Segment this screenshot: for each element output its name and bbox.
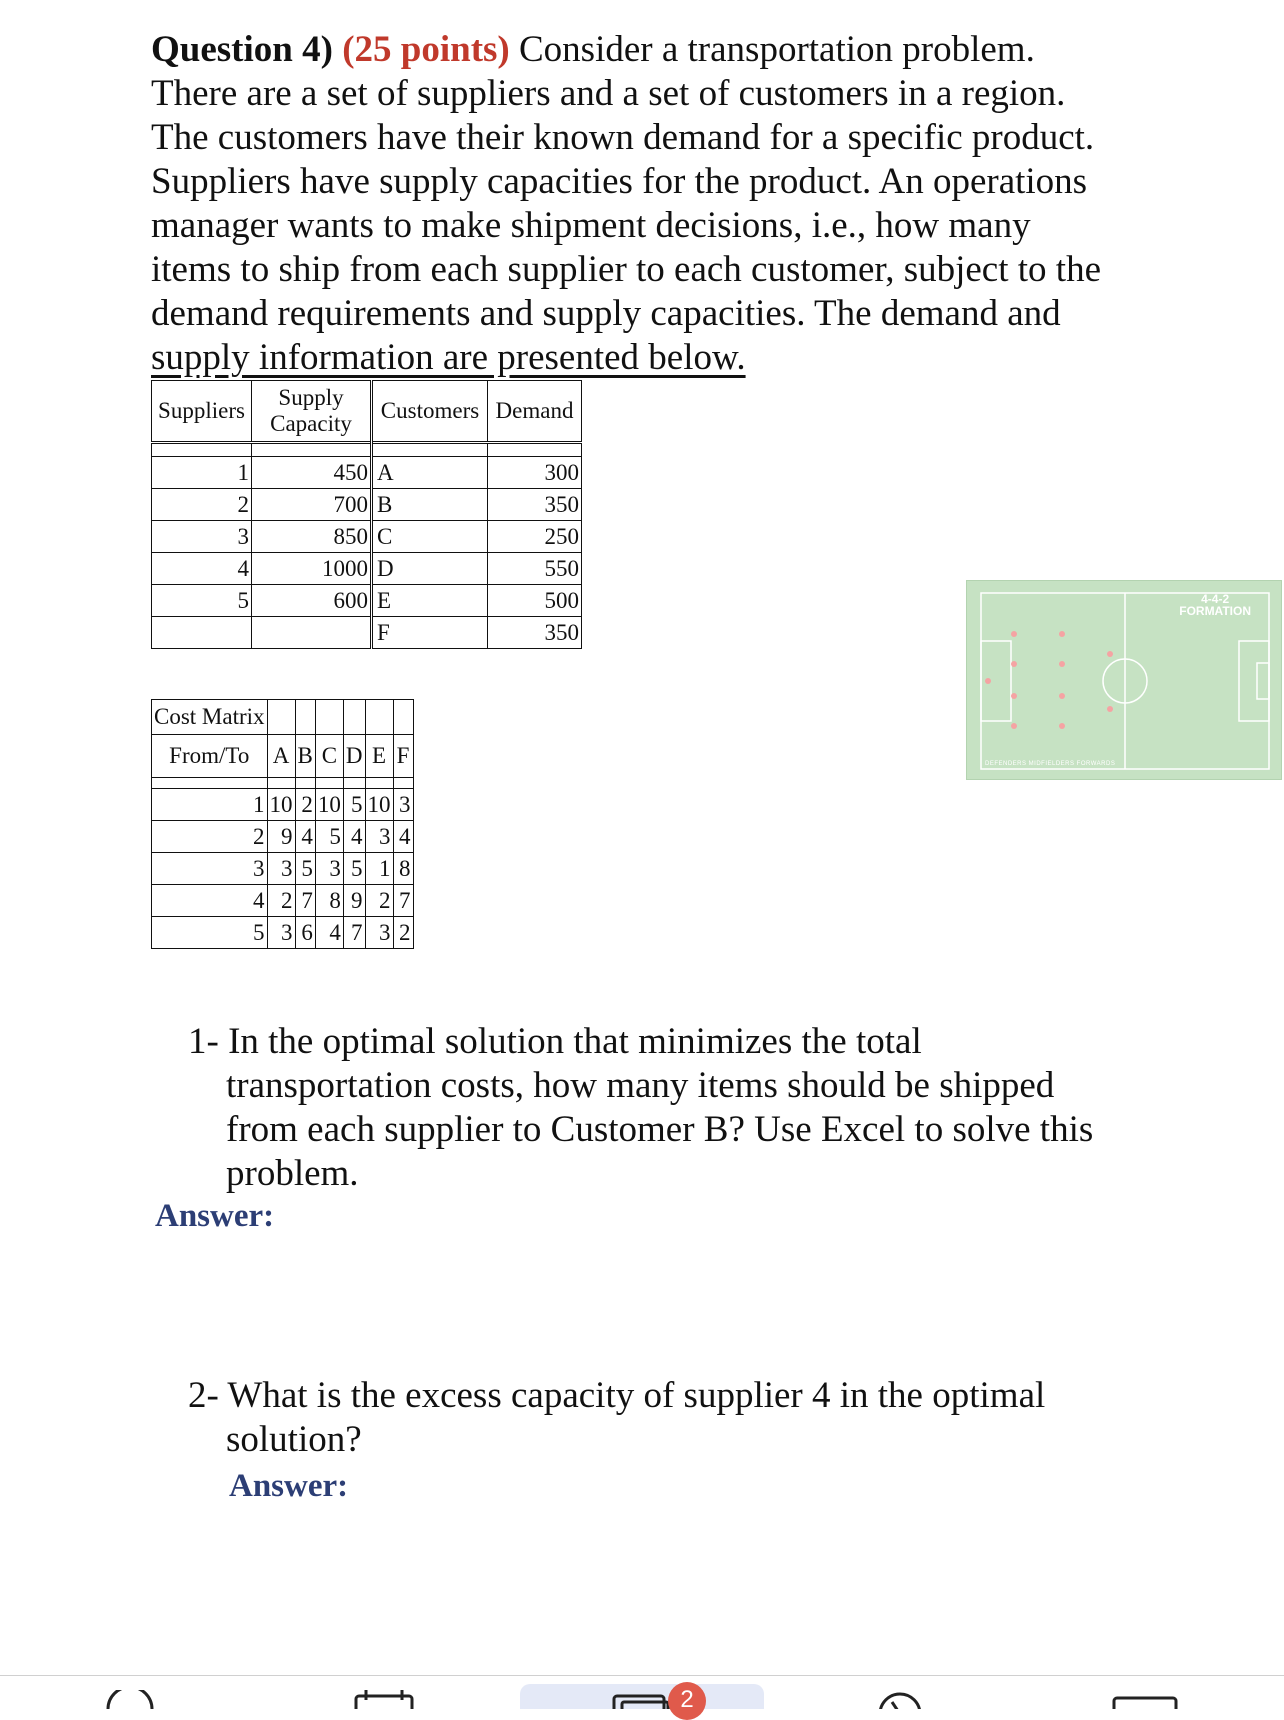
cost-column-header: F (393, 735, 413, 778)
player-dot (1059, 631, 1065, 637)
cost-matrix-table (151, 699, 414, 949)
cost-row (152, 821, 414, 853)
cost-cell: 5 (295, 853, 315, 885)
cost-cell: 4 (295, 821, 315, 853)
formation-footer: DEFENDERS MIDFIELDERS FORWARDS (985, 761, 1116, 767)
player-dot (1011, 661, 1017, 667)
supply-row (152, 553, 582, 585)
cost-cell: 1 (365, 853, 393, 885)
cost-row (152, 789, 414, 821)
supply-cell-capacity: 850 (252, 521, 372, 553)
supply-table-header (152, 381, 582, 443)
cost-cell: 3 (365, 821, 393, 853)
header-supply-capacity: Supply Capacity (252, 381, 372, 443)
cost-cell: 5 (343, 789, 365, 821)
supply-cell-demand: 550 (488, 553, 582, 585)
player-dot (1107, 651, 1113, 657)
formation-thumbnail (966, 580, 1282, 780)
player-dot (1059, 723, 1065, 729)
supply-cell-customer: E (372, 585, 488, 617)
supply-cell-supplier: 4 (152, 553, 252, 585)
supply-demand-table (151, 380, 582, 649)
intro-line-6: items to ship from each supplier to each customer, subject to the (151, 249, 1101, 290)
cost-cell: 3 (267, 853, 295, 885)
cost-cell: 7 (295, 885, 315, 917)
cost-matrix-title: Cost Matrix (152, 700, 268, 735)
cost-cell: 2 (365, 885, 393, 917)
supply-row (152, 457, 582, 489)
timer-icon[interactable] (870, 1690, 930, 1709)
header-suppliers: Suppliers (152, 381, 252, 443)
supply-cell-customer: C (372, 521, 488, 553)
player-dot (1059, 693, 1065, 699)
cost-cell: 2 (295, 789, 315, 821)
supply-cell-supplier: 1 (152, 457, 252, 489)
cost-cell: 3 (365, 917, 393, 949)
supply-cell-demand: 350 (488, 489, 582, 521)
cost-from-to: From/To (152, 735, 268, 778)
question-1-line-2: transportation costs, how many items should be shipped (226, 1065, 1055, 1106)
cost-cell: 3 (393, 789, 413, 821)
intro-line-8: supply information are presented below. (151, 337, 746, 378)
cost-row (152, 917, 414, 949)
supply-cell-demand: 250 (488, 521, 582, 553)
intro-line-2: There are a set of suppliers and a set of customers in a region. (151, 73, 1066, 114)
question-2-number: 2- (188, 1375, 219, 1416)
cost-cell: 8 (393, 853, 413, 885)
player-dot (1059, 661, 1065, 667)
supply-cell-capacity: 700 (252, 489, 372, 521)
answer-1-label: Answer: (155, 1198, 275, 1234)
formation-label: 4-4-2 FORMATION (1179, 592, 1251, 618)
intro-line-3: The customers have their known demand for a specific product. (151, 117, 1095, 158)
supply-cell-capacity (252, 617, 372, 649)
player-dot (985, 678, 991, 684)
cost-cell: 5 (343, 853, 365, 885)
question-1-line-3: from each supplier to Customer B? Use Excel to solve this (226, 1109, 1094, 1150)
cost-cell: 9 (343, 885, 365, 917)
question-2-line-1: What is the excess capacity of supplier 4 in the optimal (218, 1375, 1046, 1416)
cost-cell: 4 (315, 917, 343, 949)
cost-cell: 7 (393, 885, 413, 917)
supply-cell-customer: A (372, 457, 488, 489)
player-dot (1011, 631, 1017, 637)
cost-column-header: E (365, 735, 393, 778)
supply-cell-supplier (152, 617, 252, 649)
cost-cell: 4 (393, 821, 413, 853)
calendar-icon[interactable] (352, 1690, 416, 1709)
notification-badge[interactable]: 2 (668, 1682, 706, 1720)
intro-line-1: Consider a transportation problem. (509, 29, 1035, 70)
player-dot (1011, 723, 1017, 729)
cost-column-header: C (315, 735, 343, 778)
header-customers: Customers (372, 381, 488, 443)
supply-cell-supplier: 3 (152, 521, 252, 553)
cost-cell: 5 (315, 821, 343, 853)
cost-cell: 7 (343, 917, 365, 949)
intro-line-5: manager wants to make shipment decisions, i.e., how many (151, 205, 1031, 246)
toolbar-divider (0, 1675, 1284, 1676)
supply-row (152, 521, 582, 553)
cost-cell: 10 (267, 789, 295, 821)
player-dot (1011, 693, 1017, 699)
intro-line-7: demand requirements and supply capacities. The demand and (151, 293, 1061, 334)
header-demand: Demand (488, 381, 582, 443)
question-2 (188, 1374, 1138, 1462)
points-label: (25 points) (342, 29, 510, 70)
supply-cell-demand: 500 (488, 585, 582, 617)
cost-cell: 4 (343, 821, 365, 853)
question-intro (151, 28, 1141, 380)
cost-cell: 3 (315, 853, 343, 885)
gallery-icon[interactable] (610, 1690, 674, 1709)
intro-line-4: Suppliers have supply capacities for the product. An operations (151, 161, 1088, 202)
answer-2-label: Answer: (229, 1468, 349, 1504)
question-1 (188, 1020, 1138, 1196)
cost-from: 1 (152, 789, 268, 821)
cost-cell: 2 (267, 885, 295, 917)
supply-row (152, 489, 582, 521)
cost-from: 5 (152, 917, 268, 949)
question-1-number: 1- (188, 1021, 219, 1062)
question-1-line-1: In the optimal solution that minimizes the total (218, 1021, 922, 1062)
supply-cell-supplier: 2 (152, 489, 252, 521)
supply-cell-capacity: 450 (252, 457, 372, 489)
cost-cell: 6 (295, 917, 315, 949)
supply-row (152, 585, 582, 617)
cost-cell: 8 (315, 885, 343, 917)
cost-row (152, 853, 414, 885)
supply-row (152, 617, 582, 649)
cost-column-header: B (295, 735, 315, 778)
question-1-line-4: problem. (226, 1153, 359, 1194)
cost-column-header: D (343, 735, 365, 778)
supply-cell-customer: F (372, 617, 488, 649)
cost-cell: 3 (267, 917, 295, 949)
cost-row (152, 885, 414, 917)
cost-from: 4 (152, 885, 268, 917)
question-2-line-2: solution? (226, 1419, 362, 1460)
supply-cell-supplier: 5 (152, 585, 252, 617)
cost-cell: 10 (315, 789, 343, 821)
question-label: Question 4) (151, 29, 333, 70)
supply-cell-capacity: 1000 (252, 553, 372, 585)
cost-cell: 2 (393, 917, 413, 949)
cost-column-header: A (267, 735, 295, 778)
supply-cell-customer: D (372, 553, 488, 585)
supply-cell-capacity: 600 (252, 585, 372, 617)
supply-cell-customer: B (372, 489, 488, 521)
cost-cell: 10 (365, 789, 393, 821)
undo-icon[interactable] (100, 1690, 160, 1709)
supply-cell-demand: 300 (488, 457, 582, 489)
player-dot (1107, 706, 1113, 712)
cost-cell: 9 (267, 821, 295, 853)
cost-from: 2 (152, 821, 268, 853)
keyboard-icon[interactable] (1110, 1690, 1180, 1709)
cost-from: 3 (152, 853, 268, 885)
supply-cell-demand: 350 (488, 617, 582, 649)
